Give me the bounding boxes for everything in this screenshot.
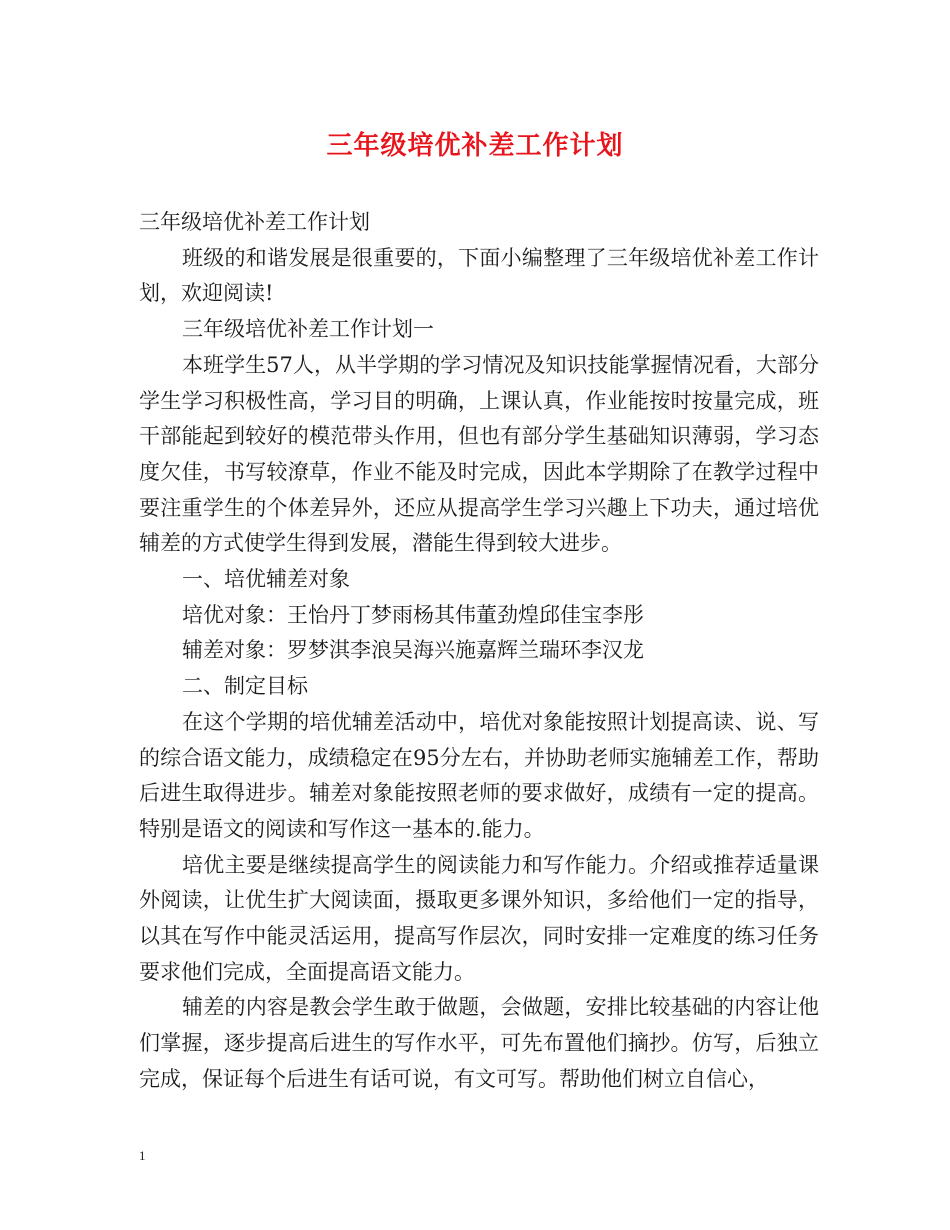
paragraph: 辅差的内容是教会学生敢于做题，会做题，安排比较基础的内容让他们掌握，逐步提高后进生的写作水平，可先布置他们摘抄。仿写，后独立完成，保证每个后进生有话可说，有文可写。帮助他们树立自信心， [139,995,819,1091]
paragraph: 在这个学期的培优辅差活动中，培优对象能按照计划提高读、说、写的综合语文能力，成绩稳定在95分左右，并协助老师实施辅差工作，帮助后进生取得进步。辅差对象能按照老师的要求做好，成绩有一定的提高。特别是语文的阅读和写作这一基本的.能力。 [139,709,819,841]
section-heading: 二、制定目标 [182,674,308,699]
document-body [139,205,819,1098]
paragraph: 三年级培优补差工作计划一 [182,317,434,342]
paragraph: 培优对象：王怡丹丁梦雨杨其伟董劲煌邱佳宝李彤 [182,602,644,627]
paragraph: 培优主要是继续提高学生的阅读能力和写作能力。介绍或推荐适量课外阅读，让优生扩大阅读面，摄取更多课外知识，多给他们一定的指导，以其在写作中能灵活运用，提高写作层次，同时安排一定难度的练习任务要求他们完成，全面提高语文能力。 [139,852,819,984]
paragraph: 本班学生57人，从半学期的学习情况及知识技能掌握情况看，大部分学生学习积极性高，学习目的明确，上课认真，作业能按时按量完成，班干部能起到较好的模范带头作用，但也有部分学生基础知识薄弱，学习态度欠佳，书写较潦草，作业不能及时完成，因此本学期除了在教学过程中要注重学生的个体差异外，还应从提高学生学习兴趣上下功夫，通过培优辅差的方式使学生得到发展，潜能生得到较大进步。 [139,352,819,556]
page-number: 1 [139,1148,146,1163]
paragraph: 辅差对象：罗梦淇李浪吴海兴施嘉辉兰瑞环李汉龙 [182,638,644,663]
section-heading: 一、培优辅差对象 [182,567,350,592]
paragraph: 三年级培优补差工作计划 [139,210,370,234]
document-title: 三年级培优补差工作计划 [326,131,624,161]
paragraph: 班级的和谐发展是很重要的，下面小编整理了三年级培优补差工作计划，欢迎阅读! [139,245,819,306]
